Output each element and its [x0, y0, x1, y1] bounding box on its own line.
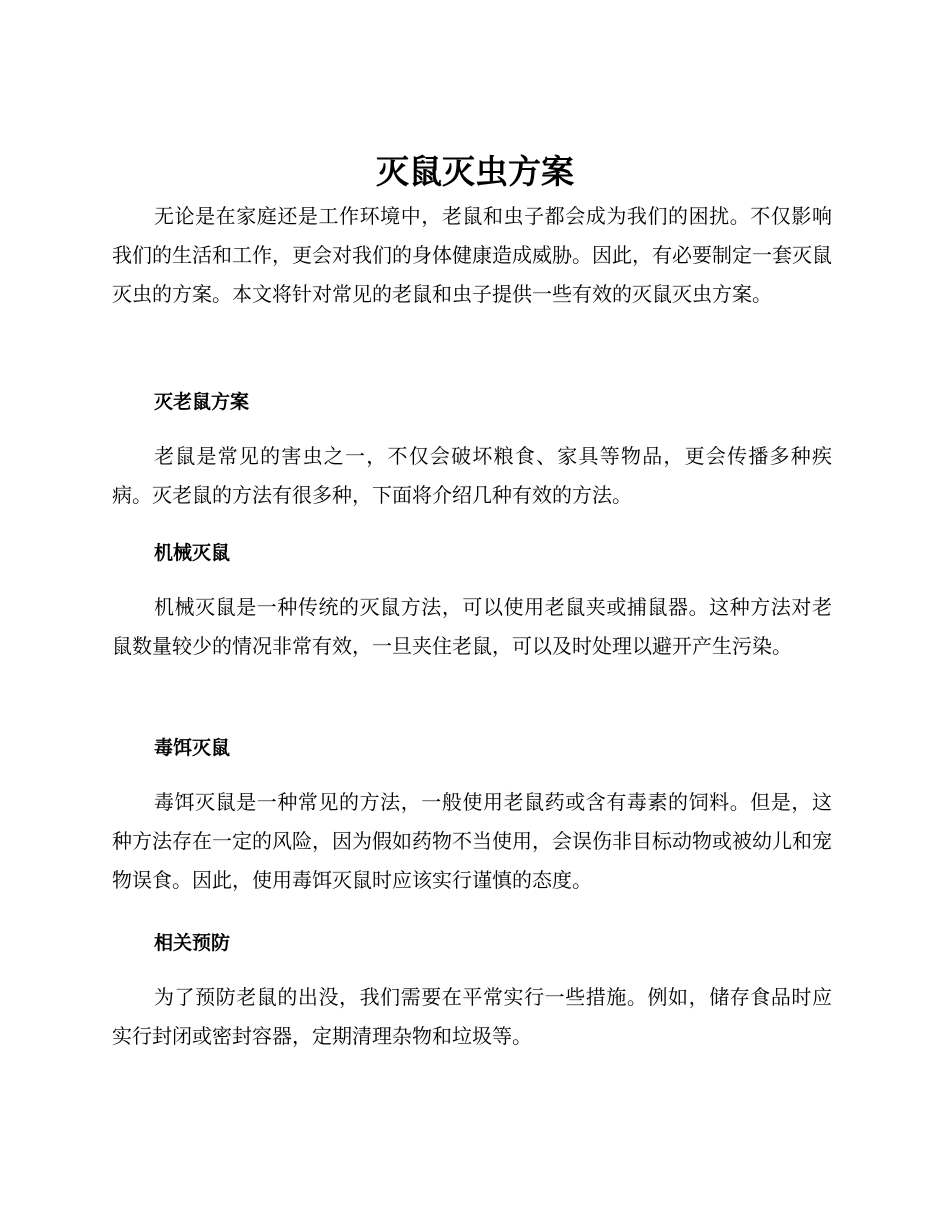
section-heading-prevention: 相关预防 — [154, 932, 231, 954]
document-title: 灭鼠灭虫方案 — [376, 152, 574, 191]
section-body-rat-control: 老鼠是常见的害虫之一，不仅会破坏粮食、家具等物品，更会传播多种疾病。灭老鼠的方法有很多种，下面将介绍几种有效的方法。 — [112, 444, 832, 507]
section-body-mechanical: 机械灭鼠是一种传统的灭鼠方法，可以使用老鼠夹或捕鼠器。这种方法对老鼠数量较少的情况非常有效，一旦夹住老鼠，可以及时处理以避开产生污染。 — [112, 595, 832, 658]
section-heading-mechanical: 机械灭鼠 — [154, 542, 231, 564]
section-heading-poison-bait: 毒饵灭鼠 — [154, 737, 231, 759]
intro-paragraph: 无论是在家庭还是工作环境中，老鼠和虫子都会成为我们的困扰。不仅影响我们的生活和工作，更会对我们的身体健康造成威胁。因此，有必要制定一套灭鼠灭虫的方案。本文将针对常见的老鼠和虫子提供一些有效的灭鼠灭虫方案。 — [112, 204, 832, 306]
section-body-poison-bait: 毒饵灭鼠是一种常见的方法，一般使用老鼠药或含有毒素的饲料。但是，这种方法存在一定的风险，因为假如药物不当使用，会误伤非目标动物或被幼儿和宠物误食。因此，使用毒饵灭鼠时应该实行谨慎的态度。 — [112, 790, 832, 892]
section-body-prevention: 为了预防老鼠的出没，我们需要在平常实行一些措施。例如，储存食品时应实行封闭或密封容器，定期清理杂物和垃圾等。 — [112, 985, 832, 1048]
section-heading-rat-control: 灭老鼠方案 — [154, 391, 250, 413]
